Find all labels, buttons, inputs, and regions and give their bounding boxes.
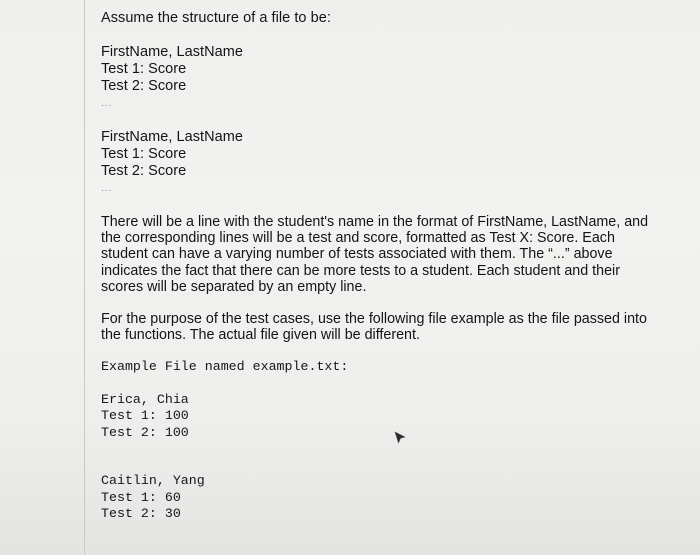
intro-text: Assume the structure of a file to be: (101, 10, 331, 26)
example-test-line: Test 1: 100 (101, 408, 189, 424)
structure-ellipsis: ... (101, 98, 113, 109)
purpose-line: the functions. The actual file given will be different. (101, 327, 420, 344)
description-line: There will be a line with the student's name in the format of FirstName, LastName, and (101, 214, 649, 230)
structure-ellipsis: ... (101, 183, 113, 194)
mouse-pointer-icon (394, 431, 406, 445)
description-line: the corresponding lines will be a test and score, formatted as Test X: Score. Each (101, 230, 615, 247)
example-name-line: Erica, Chia (101, 391, 189, 407)
structure-block-1 (101, 44, 661, 112)
purpose-line: For the purpose of the test cases, use the following file example as the file passed into (101, 311, 647, 328)
structure-name-line: FirstName, LastName (101, 44, 243, 60)
example-student-2 (101, 473, 661, 523)
structure-test-line: Test 2: Score (101, 78, 187, 94)
margin-divider (84, 0, 85, 555)
example-test-line: Test 1: 60 (101, 489, 181, 505)
example-student-1 (101, 392, 661, 442)
example-name-line: Caitlin, Yang (101, 473, 205, 489)
structure-test-line: Test 2: Score (101, 163, 187, 179)
structure-name-line: FirstName, LastName (101, 129, 243, 145)
description-line: indicates the fact that there can be more tests to a student. Each student and their (101, 262, 620, 279)
example-test-line: Test 2: 30 (101, 506, 181, 522)
document-content (101, 10, 661, 523)
description-paragraph (101, 214, 661, 295)
structure-test-line: Test 1: Score (101, 61, 187, 77)
example-test-line: Test 2: 100 (101, 424, 189, 440)
structure-test-line: Test 1: Score (101, 146, 187, 162)
purpose-paragraph (101, 311, 661, 343)
description-line: scores will be separated by an empty line. (101, 278, 367, 295)
description-line: student can have a varying number of tests associated with them. The “...” above (101, 246, 613, 263)
structure-block-2 (101, 129, 661, 197)
example-heading: Example File named example.txt: (101, 359, 349, 375)
